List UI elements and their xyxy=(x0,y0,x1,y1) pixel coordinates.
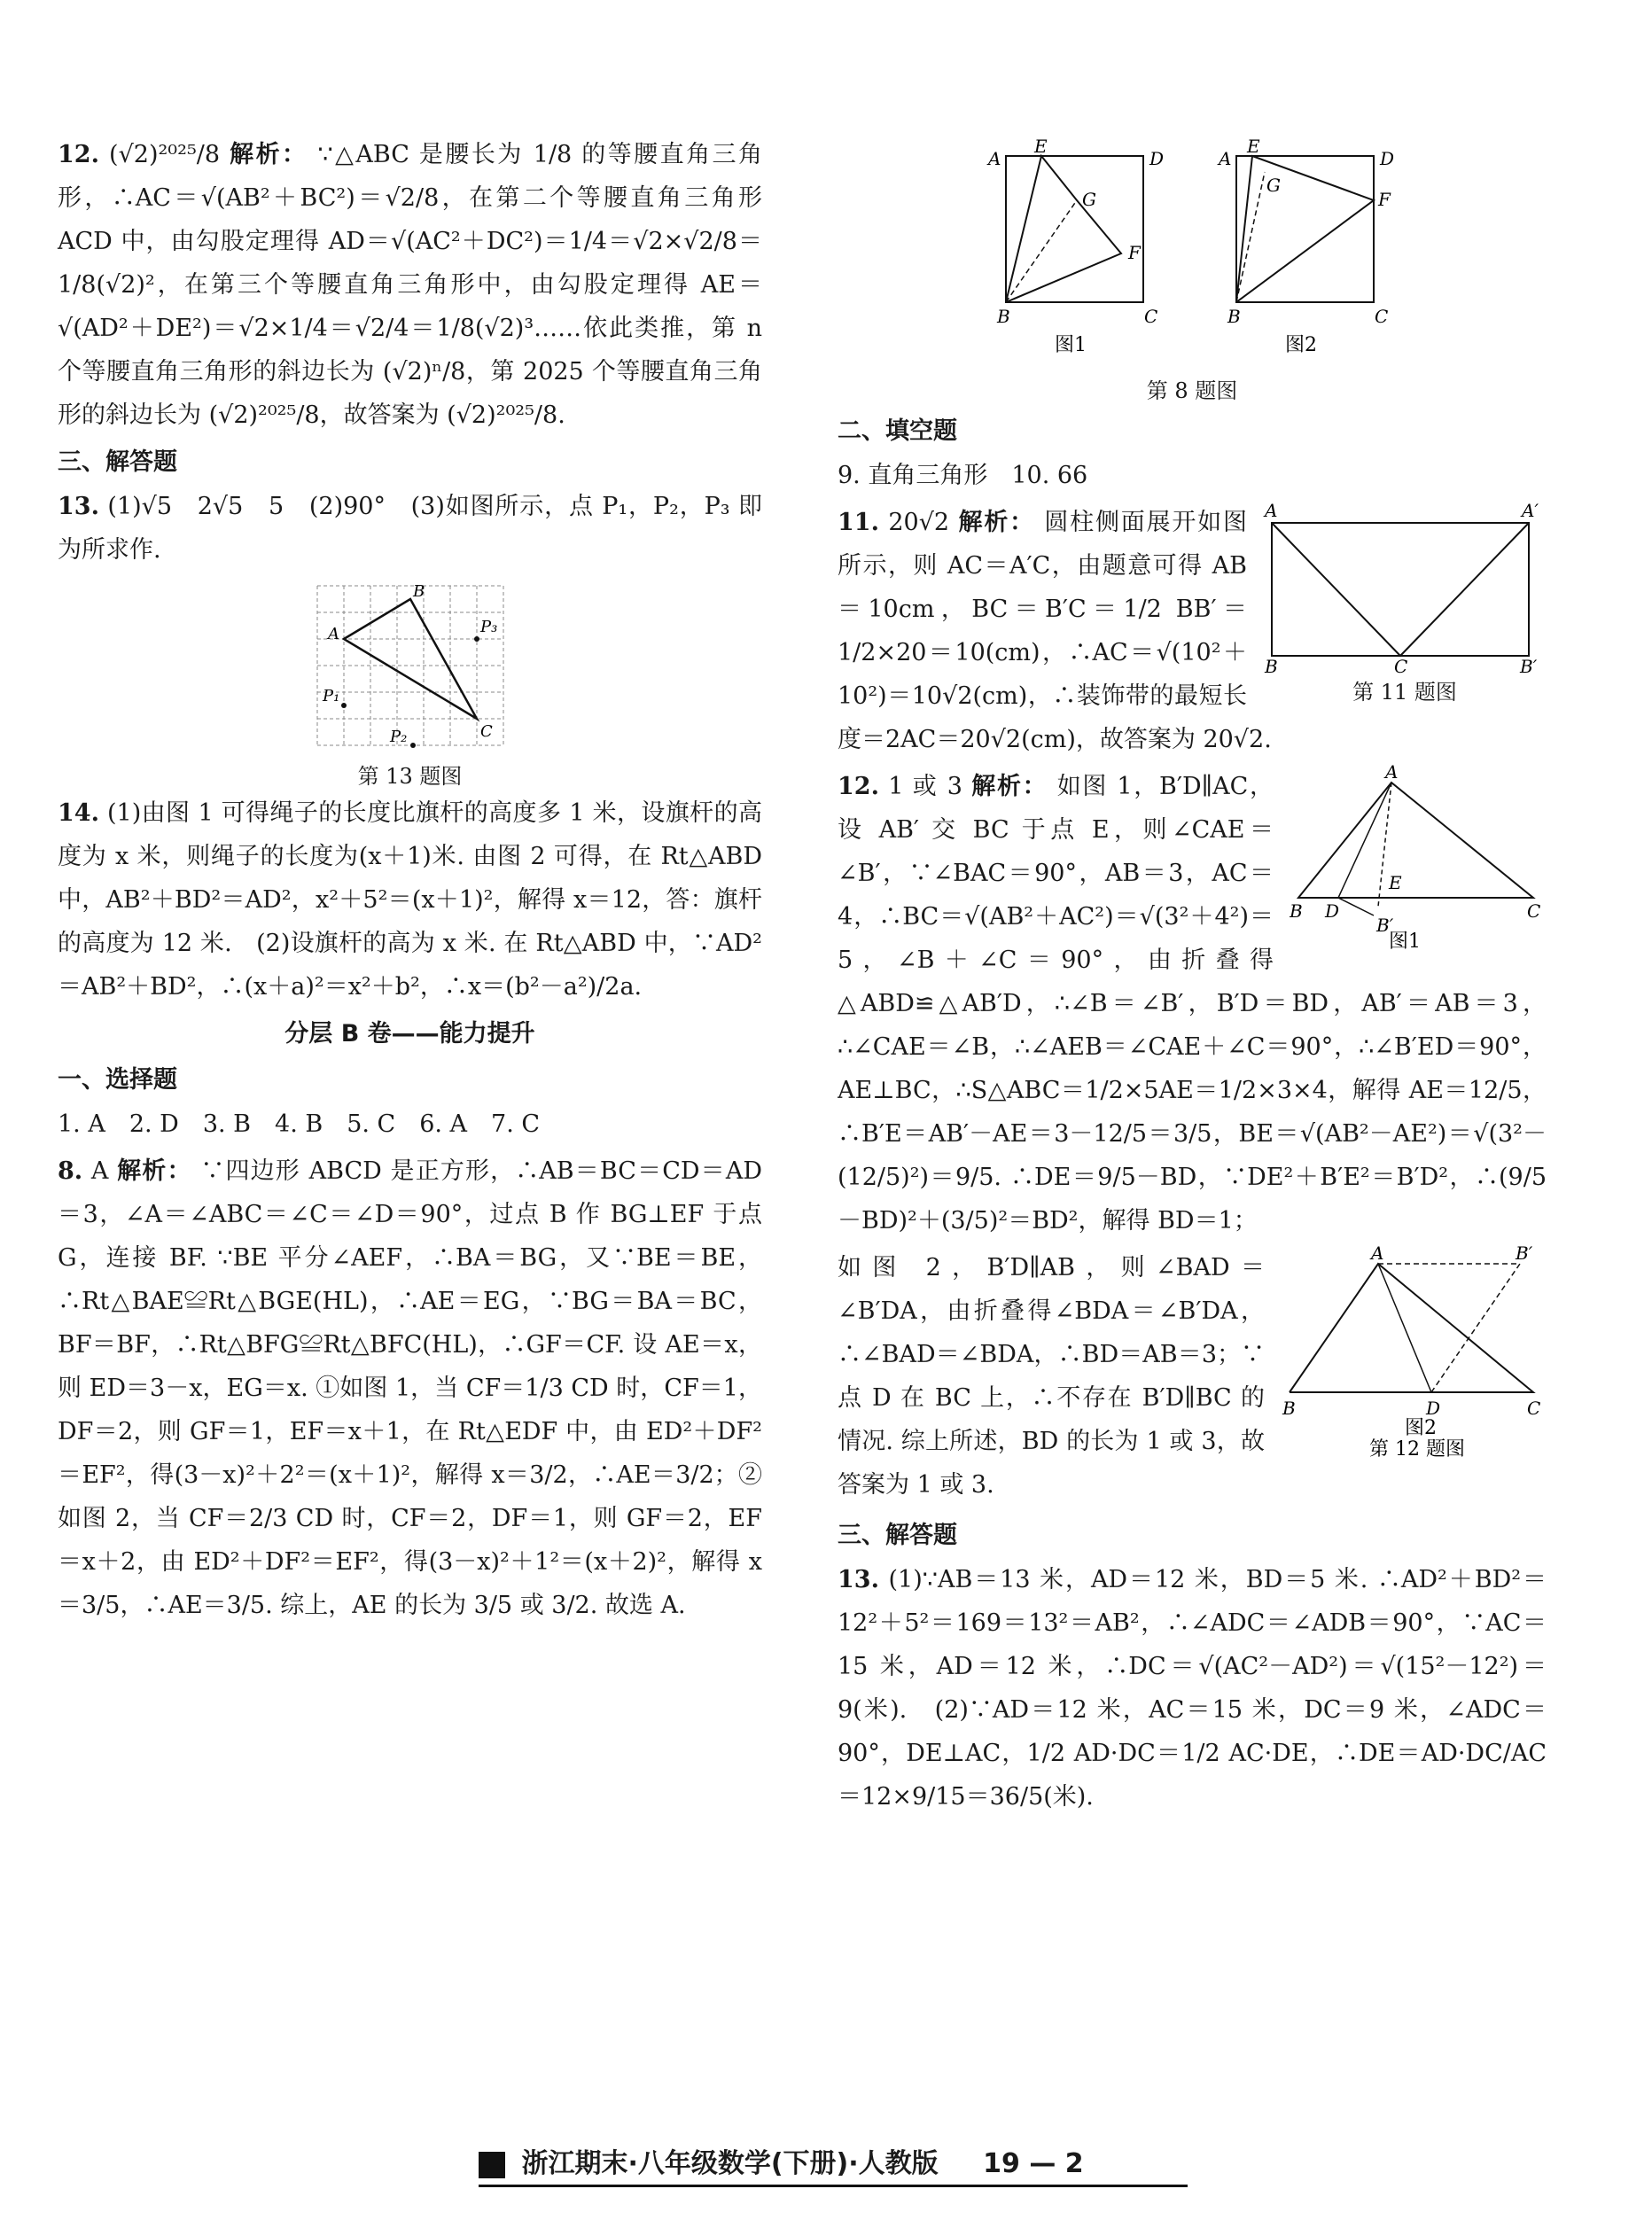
analysis-label: 解析： xyxy=(958,509,1035,536)
answer: 20√2 xyxy=(888,509,950,536)
label-p3: P₃ xyxy=(479,618,497,636)
choice-answers: 1. A 2. D 3. B 4. B 5. C 6. A 7. C xyxy=(58,1110,541,1138)
section-heading: 三、解答题 xyxy=(58,448,177,476)
left-column xyxy=(58,133,762,1631)
label-b-prime: B′ xyxy=(1376,915,1394,936)
figure-8-caption: 第 8 题图 xyxy=(1146,378,1238,403)
label-d: D xyxy=(1149,148,1165,169)
figure-13-grid xyxy=(308,577,512,754)
label-g: G xyxy=(1082,189,1096,210)
label-a: A xyxy=(1385,765,1399,783)
analysis-text: ∵△ABC 是腰长为 1/8 的等腰直角三角形，∴AC＝√(AB²＋BC²)＝√2/8，在第二个等腰直角三角形 ACD 中，由勾股定理得 AD＝√(AC²＋DC²)＝1/4＝√2×√2/8＝1/8(√2)²，在第三个等腰直角三角形中，由勾股定理得 AE＝√(AD²＋DE²)＝√2×1/4＝√2/4＝1/8(√2)³……依此类推，第 n 个等腰直角三角形的斜边长为 (√2)ⁿ/8，第 2025 个等腰直角三角形的斜边长为 (√2)²⁰²⁵/8，故答案为 (√2)²⁰²⁵/8. xyxy=(58,141,762,429)
figure-11-caption: 第 11 题图 xyxy=(1352,680,1457,705)
question-13-right xyxy=(838,1558,1547,1819)
figure-8-sub2: 图2 xyxy=(1285,334,1317,356)
page-footer xyxy=(479,2141,1188,2180)
label-b-prime: B′ xyxy=(1516,1246,1533,1264)
section-heading: 三、解答题 xyxy=(838,1522,957,1549)
label-b: B xyxy=(1290,900,1303,922)
figure-11-wrap xyxy=(1263,501,1547,707)
analysis-label: 解析： xyxy=(230,141,308,168)
answer-text: (1)√5 2√5 5 (2)90° (3)如图所示，点 P₁，P₂，P₃ 即为所求作. xyxy=(58,493,762,564)
question-number: 8. xyxy=(58,1157,83,1185)
right-column xyxy=(838,133,1547,1822)
section-heading: 二、填空题 xyxy=(838,417,957,445)
label-a: A xyxy=(327,625,339,643)
label-a: A xyxy=(1219,148,1232,169)
analysis-text: 如图 1，B′D∥AC，设 AB′ 交 BC 于点 E，则∠CAE＝∠B′，∵∠BAC＝90°，AB＝3，AC＝4，∴BC＝√(AB²＋AC²)＝√(3²＋4²)＝5，∠B＋∠C＝90°，由折叠得△ABD≌△AB′D，∴∠B＝∠B′，B′D＝BD，AB′＝AB＝3，∴∠CAE＝∠B，∴∠AEB＝∠CAE＋∠C＝90°，∴∠B′ED＝90°，AE⊥BC，∴S△ABC＝1/2×5AE＝1/2×3×4，解得 AE＝12/5，∴B′E＝AB′－AE＝3－12/5＝3/5，BE＝√(AB²－AE²)＝√(3²－(12/5)²)＝9/5. ∴DE＝9/5－BD，∵DE²＋B′E²＝B′D²，∴(9/5－BD)²＋(3/5)²＝BD²，解得 BD＝1； xyxy=(838,773,1547,1235)
label-e: E xyxy=(1389,872,1402,893)
label-c: C xyxy=(1394,656,1408,674)
figure-11 xyxy=(1263,501,1547,674)
question-number: 13. xyxy=(58,493,99,520)
label-c: C xyxy=(479,722,493,741)
label-a: A xyxy=(1371,1246,1384,1264)
label-c: C xyxy=(1375,306,1389,327)
label-d: D xyxy=(1426,1398,1441,1419)
label-e: E xyxy=(1034,138,1048,157)
footer-rule xyxy=(479,2185,1188,2187)
label-b: B xyxy=(997,306,1010,327)
publisher-logo-icon xyxy=(479,2152,505,2178)
page-number: 19 — 2 xyxy=(983,2148,1084,2179)
question-12-right-b xyxy=(838,1246,1547,1510)
question-number: 11. xyxy=(838,509,879,536)
figure-12-sub2: 图2 xyxy=(1405,1417,1437,1439)
label-c: C xyxy=(1527,900,1541,922)
figure-12-caption: 第 12 题图 xyxy=(1369,1438,1465,1459)
answer: (√2)²⁰²⁵/8 xyxy=(109,141,221,168)
label-b: B xyxy=(1282,1398,1296,1419)
question-14 xyxy=(58,791,762,1009)
question-12-text-b: 如图 2，B′D∥AB，则∠BAD＝∠B′DA，由折叠得∠BDA＝∠B′DA，∴∠BAD＝∠BDA，∴BD＝AB＝3；∵点 D 在 BC 上，∴不存在 B′D∥BC 的情况. 综上所述，BD 的长为 1 或 3，故答案为 1 或 3. xyxy=(838,1254,1265,1499)
question-13-left xyxy=(58,485,762,572)
label-c: C xyxy=(1527,1398,1541,1419)
label-d: D xyxy=(1380,148,1395,169)
question-12-left xyxy=(58,133,762,437)
question-8 xyxy=(58,1149,762,1627)
question-11 xyxy=(838,501,1547,765)
part-b-title: 分层 B 卷——能力提升 xyxy=(284,1020,535,1048)
label-b: B xyxy=(412,582,425,601)
figure-13-caption: 第 13 题图 xyxy=(357,764,463,789)
label-b: B xyxy=(1265,656,1278,674)
label-c: C xyxy=(1144,306,1158,327)
analysis-label: 解析： xyxy=(971,773,1048,800)
figure-12-1 xyxy=(1290,765,1547,951)
figure-8 xyxy=(944,138,1440,369)
question-number: 14. xyxy=(58,799,99,827)
figure-12-2-wrap xyxy=(1281,1246,1547,1462)
label-b: B xyxy=(1227,306,1241,327)
analysis-label: 解析： xyxy=(117,1157,192,1185)
answer: A xyxy=(90,1157,109,1185)
figure-8-2 xyxy=(1217,138,1394,356)
triangle-abc xyxy=(344,599,477,719)
figure-8-1 xyxy=(986,138,1164,356)
question-number: 12. xyxy=(838,773,879,800)
label-a-prime: A′ xyxy=(1522,501,1539,521)
question-12-right xyxy=(838,765,1547,1246)
label-p2: P₂ xyxy=(389,728,407,746)
figure-12-sub1: 图1 xyxy=(1389,931,1421,951)
label-f: F xyxy=(1378,189,1391,210)
answer: 1 或 3 xyxy=(888,773,962,800)
answer-text: (1)由图 1 可得绳子的长度比旗杆的高度多 1 米，设旗杆的高度为 x 米，则绳子的长度为(x＋1)米. 由图 2 可得，在 Rt△ABD 中，AB²＋BD²＝AD²，x²＋5²＝(x＋1)²，解得 x＝12，答：旗杆的高度为 12 米. (2)设旗杆的高为 x 米. 在 Rt△ABD 中，∵AD²＝AB²＋BD²，∴(x＋a)²＝x²＋b²，∴x＝(b²－a²)/2a. xyxy=(58,799,762,1001)
answers-9-10: 9. 直角三角形 10. 66 xyxy=(838,462,1088,489)
label-e: E xyxy=(1247,138,1260,157)
question-number: 12. xyxy=(58,141,99,168)
question-number: 13. xyxy=(838,1566,879,1593)
analysis-text: ∵四边形 ABCD 是正方形，∴AB＝BC＝CD＝AD＝3，∠A＝∠ABC＝∠C＝∠D＝90°，过点 B 作 BG⊥EF 于点 G，连接 BF. ∵BE 平分∠AEF，∴BA＝BG，又∵BE＝BE，∴Rt△BAE≌Rt△BGE(HL)，∴AE＝EG，∵BG＝BA＝BC，BF＝BF，∴Rt△BFG≌Rt△BFC(HL)，∴GF＝CF. 设 AE＝x，则 ED＝3－x，EG＝x. ①如图 1，当 CF＝1/3 CD 时，CF＝1，DF＝2，则 GF＝1，EF＝x＋1，在 Rt△EDF 中，由 ED²＋DF²＝EF²，得(3－x)²＋2²＝(x＋1)²，解得 x＝3/2，∴AE＝3/2；②如图 2，当 CF＝2/3 CD 时，CF＝2，DF＝1，则 GF＝2，EF＝x＋2，由 ED²＋DF²＝EF²，得(3－x)²＋1²＝(x＋2)²，解得 x＝3/5，∴AE＝3/5. 综上，AE 的长为 3/5 或 3/2. 故选 A. xyxy=(58,1157,762,1619)
figure-12-2 xyxy=(1281,1246,1547,1459)
footer-title: 浙江期末·八年级数学(下册)·人教版 xyxy=(521,2148,939,2179)
figure-8-sub1: 图1 xyxy=(1055,334,1087,356)
label-p1: P₁ xyxy=(322,687,339,705)
label-a: A xyxy=(988,148,1001,169)
label-b-prime: B′ xyxy=(1520,656,1538,674)
label-f: F xyxy=(1128,242,1141,263)
answer-text: (1)∵AB＝13 米，AD＝12 米，BD＝5 米. ∴AD²＋BD²＝12²＋5²＝169＝13²＝AB²，∴∠ADC＝∠ADB＝90°，∵AC＝15 米，AD＝12 米，∴DC＝√(AC²－AD²)＝√(15²－12²)＝9(米). (2)∵AD＝12 米，AC＝15 米，DC＝9 米，∠ADC＝90°，DE⊥AC，1/2 AD·DC＝1/2 AC·DE，∴DE＝AD·DC/AC＝12×9/15＝36/5(米). xyxy=(838,1566,1547,1811)
label-a: A xyxy=(1265,501,1278,521)
analysis-text: 圆柱侧面展开如图所示，则 AC＝A′C，由题意可得 AB＝10cm，BC＝B′C＝1/2 BB′＝1/2×20＝10(cm)，∴AC＝√(10²＋10²)＝10√2(cm)，∴装饰带的最短长度＝2AC＝20√2(cm)，故答案为 20√2. xyxy=(838,509,1272,753)
section-heading: 一、选择题 xyxy=(58,1066,177,1094)
figure-12-wrap xyxy=(1290,765,1547,954)
label-d: D xyxy=(1325,900,1340,922)
label-g: G xyxy=(1266,175,1281,196)
